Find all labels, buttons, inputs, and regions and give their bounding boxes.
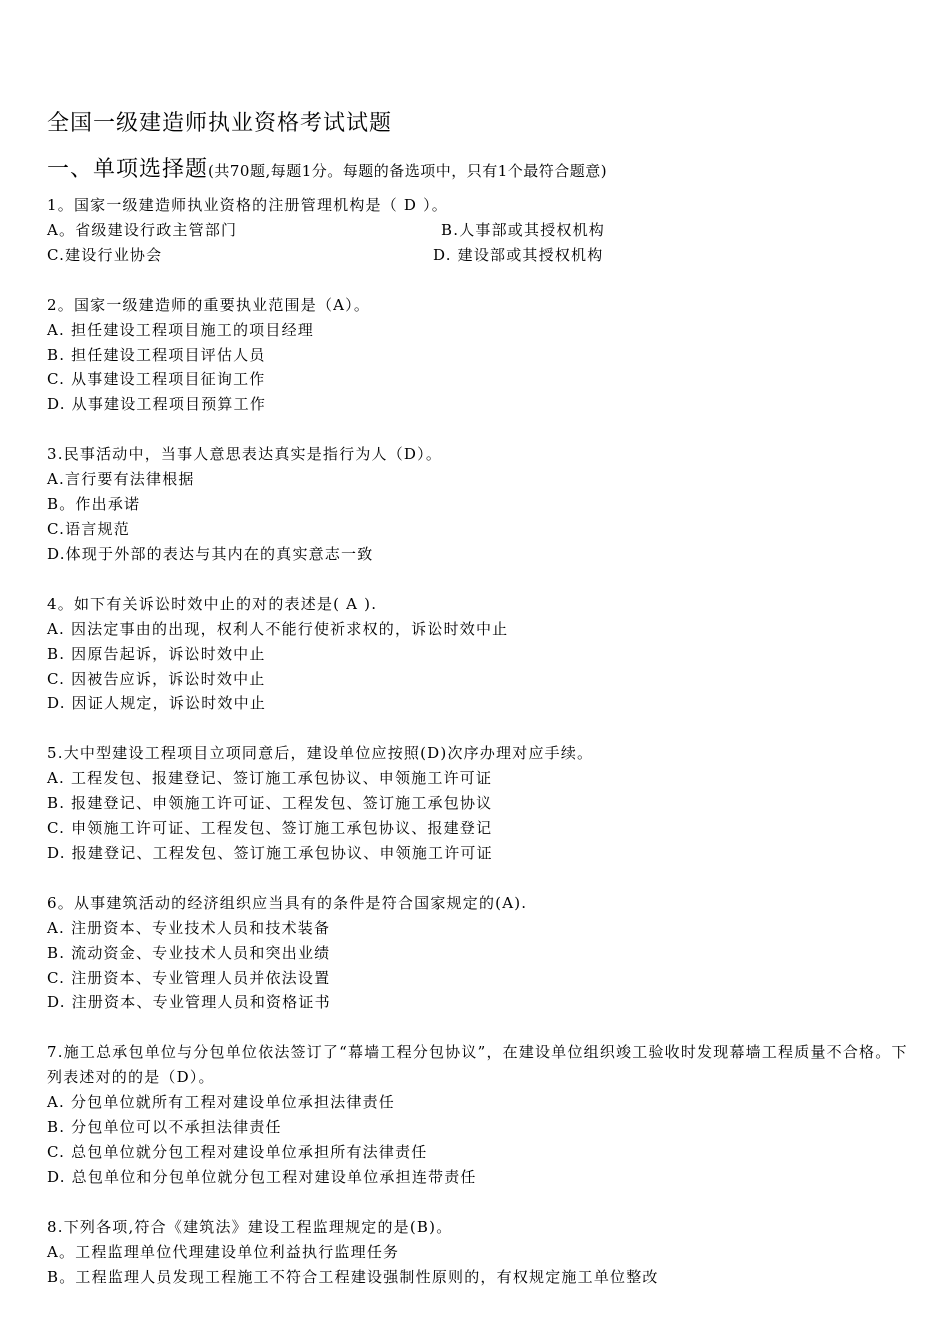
question-1	[47, 193, 917, 268]
option-a: A. 工程发包、报建登记、签订施工承包协议、申领施工许可证	[47, 769, 493, 788]
question-4	[47, 592, 917, 717]
option-c: C. 总包单位就分包工程对建设单位承担所有法律责任	[47, 1143, 428, 1161]
option-d: D. 报建登记、工程发包、签订施工承包协议、申领施工许可证	[47, 843, 493, 862]
question-stem: 2。国家一级建造师的重要执业范围是（A）。	[47, 295, 371, 314]
document-page	[47, 108, 917, 1315]
option-d: D.体现于外部的表达与其内在的真实意志一致	[47, 544, 374, 563]
option-a: A. 因法定事由的出现，权利人不能行使祈求权的，诉讼时效中止	[47, 619, 509, 638]
question-stem: 3.民事活动中，当事人意思表达真实是指行为人（D）。	[47, 445, 443, 464]
question-8	[47, 1215, 917, 1290]
option-c: C. 注册资本、专业管理人员并依法设置	[47, 968, 331, 987]
option-c: C. 从事建设工程项目征询工作	[47, 370, 266, 389]
option-b: B. 分包单位可以不承担法律责任	[47, 1118, 282, 1137]
option-c: C. 因被告应诉，诉讼时效中止	[47, 669, 266, 688]
question-2	[47, 293, 917, 418]
question-stem: 7.施工总承包单位与分包单位依法签订了“幕墙工程分包协议”，在建设单位组织竣工验收时发现幕墙工程质量不合格。下列表述对的的是（D）。	[47, 1043, 908, 1087]
option-a: A. 注册资本、专业技术人员和技术装备	[47, 918, 331, 937]
option-a: A。省级建设行政主管部门	[47, 220, 238, 239]
option-a: A。工程监理单位代理建设单位利益执行监理任务	[47, 1242, 400, 1261]
option-c: C. 申领施工许可证、工程发包、签订施工承包协议、报建登记	[47, 819, 493, 838]
option-d: D. 建设部或其授权机构	[433, 245, 604, 264]
option-b: B. 担任建设工程项目评估人员	[47, 345, 266, 364]
option-d: D. 因证人规定，诉讼时效中止	[47, 694, 267, 713]
question-stem: 8.下列各项,符合《建筑法》建设工程监理规定的是(B)。	[47, 1217, 453, 1236]
option-b: B. 因原告起诉，诉讼时效中止	[47, 644, 266, 663]
option-row	[47, 218, 917, 243]
option-row	[47, 243, 917, 268]
question-stem: 5.大中型建设工程项目立项同意后，建设单位应按照(D)次序办理对应手续。	[47, 744, 594, 763]
question-5	[47, 741, 917, 866]
option-b: B.人事部或其授权机构	[441, 220, 605, 239]
question-6	[47, 891, 917, 1016]
option-a: A. 担任建设工程项目施工的项目经理	[47, 320, 314, 339]
question-3	[47, 442, 917, 567]
question-stem: 4。如下有关诉讼时效中止的对的表述是( A ).	[47, 594, 378, 613]
option-a: A.言行要有法律根据	[47, 470, 195, 489]
question-7	[47, 1040, 917, 1189]
question-stem: 1。国家一级建造师执业资格的注册管理机构是（ D ）。	[47, 196, 449, 214]
option-b: B. 流动资金、专业技术人员和突出业绩	[47, 943, 331, 962]
document-title: 全国一级建造师执业资格考试试题	[47, 111, 393, 136]
option-d: D. 注册资本、专业管理人员和资格证书	[47, 993, 331, 1012]
option-b: B。工程监理人员发现工程施工不符合工程建设强制性原则的，有权规定施工单位整改	[47, 1267, 659, 1286]
option-d: D. 总包单位和分包单位就分包工程对建设单位承担连带责任	[47, 1167, 477, 1186]
option-c: C.建设行业协会	[47, 245, 163, 264]
section-heading	[47, 154, 917, 187]
section-heading-title: 一、单项选择题	[47, 157, 209, 182]
option-b: B。作出承诺	[47, 495, 141, 514]
option-a: A. 分包单位就所有工程对建设单位承担法律责任	[47, 1093, 395, 1112]
option-d: D. 从事建设工程项目预算工作	[47, 395, 267, 414]
option-c: C.语言规范	[47, 519, 130, 538]
question-stem: 6。从事建筑活动的经济组织应当具有的条件是符合国家规定的(A).	[47, 893, 528, 912]
option-b: B. 报建登记、申领施工许可证、工程发包、签订施工承包协议	[47, 794, 493, 813]
section-heading-note: (共70题,每题1分。每题的备选项中，只有1个最符合题意)	[208, 162, 608, 180]
